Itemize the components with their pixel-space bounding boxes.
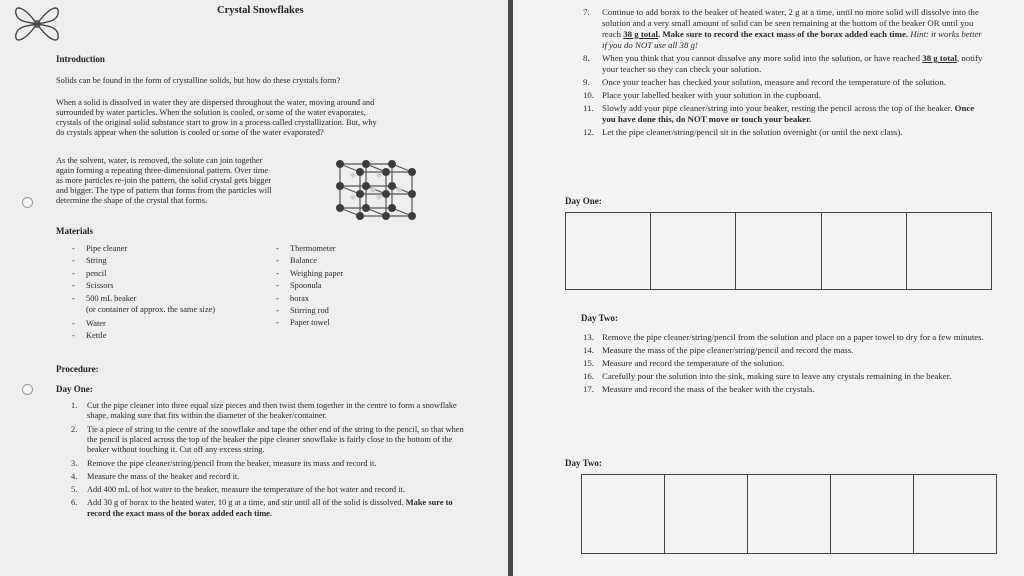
- list-item: 4. Measure the mass of the beaker and record it.: [71, 471, 240, 481]
- material-item: - Paper towel: [276, 317, 343, 329]
- day-one-steps: [71, 401, 466, 522]
- list-item: 11. Slowly add your pipe cleaner/string into your beaker, resting the pencil across the top of the beaker. Once you have done this, do NOT move or touch your beaker.: [583, 103, 975, 124]
- intro-heading: Introduction: [56, 54, 105, 64]
- materials-list-1: [72, 243, 136, 305]
- list-item: 5. Add 400 mL of hot water to the beaker, measure the temperature of the hot water and record it.: [71, 485, 405, 495]
- table-cell: [566, 213, 651, 289]
- material-item: - borax: [276, 293, 343, 305]
- snowflake-logo-icon: [6, 0, 68, 48]
- materials-note: (or container of approx. the same size): [86, 305, 216, 314]
- material-item: - String: [72, 255, 136, 267]
- materials-list-1b: [72, 318, 106, 343]
- list-item: 1. Cut the pipe cleaner into three equal size pieces and then twist them together in the centre to form a snowflake shape, making sure that fits within the diameter of the beaker/container.: [71, 401, 457, 421]
- intro-para2-line3: as more particles re-join the pattern, the solid crystal gets bigger: [56, 176, 272, 185]
- list-item: 9. Once your teacher has checked your solution, measure and record the temperature of the solution.: [583, 77, 946, 87]
- intro-para2-line4: and bigger. The type of pattern that forms from the particles will: [56, 186, 272, 195]
- day-one-table-label: Day One:: [565, 196, 602, 206]
- day-two-steps: [583, 332, 995, 397]
- material-item: - Stirring rod: [276, 305, 343, 317]
- material-item: - Thermometer: [276, 243, 343, 255]
- table-cell: [914, 475, 996, 553]
- crystal-lattice-icon: [334, 150, 418, 230]
- right-page: [513, 0, 1024, 576]
- day-two-table-label: Day Two:: [565, 458, 602, 468]
- intro-para2-line1: As the solvent, water, is removed, the solute can join together: [56, 156, 263, 165]
- table-cell: [831, 475, 914, 553]
- material-item: - Kettle: [72, 330, 106, 342]
- list-item: 10. Place your labelled beaker with your solution in the cupboard.: [583, 90, 821, 100]
- day-one-steps-continued: [583, 7, 987, 140]
- table-cell: [822, 213, 907, 289]
- day-one-heading: Day One:: [56, 384, 93, 394]
- materials-heading: Materials: [56, 226, 93, 236]
- material-item: - pencil: [72, 268, 136, 280]
- page-title: Crystal Snowflakes: [217, 5, 304, 16]
- list-item: 8. When you think that you cannot dissolve any more solid into the solution, or have reached 38 g total, notify your teacher so they can check your solution.: [583, 53, 983, 74]
- day-two-heading: Day Two:: [581, 313, 618, 323]
- binder-hole-icon: [22, 384, 33, 395]
- day-two-data-table: [581, 474, 997, 554]
- intro-question: Solids can be found in the form of crystalline solids, but how do these crystals form?: [56, 76, 341, 85]
- intro-para1-line3: crystals of the original solid substance start to grow in a process called crystallization. But, why: [56, 118, 377, 127]
- list-item: 17. Measure and record the mass of the beaker with the crystals.: [583, 384, 815, 394]
- intro-para1-line4: do crystals appear when the solution is cooled or some of the water evaporated?: [56, 128, 324, 137]
- intro-para1-line1: When a solid is dissolved in water they are dispersed throughout the water, moving around and: [56, 98, 375, 107]
- material-item: - Pipe cleaner: [72, 243, 136, 255]
- intro-para2-line2: again forming a repeating three-dimensional pattern. Over time: [56, 166, 269, 175]
- material-item: - Weighing paper: [276, 268, 343, 280]
- materials-list-2: [276, 243, 343, 330]
- list-item: 2. Tie a piece of string to the centre of the snowflake and tape the other end of the string to the pencil, so that when the pencil is placed across the top of the beaker the pipe cleaner snowflake is fairly close to the bottom of the beaker without touching it. Cut off any excess string.: [71, 424, 464, 455]
- table-cell: [651, 213, 736, 289]
- material-item: - Spoonula: [276, 280, 343, 292]
- list-item: 13. Remove the pipe cleaner/string/pencil from the solution and place on a paper towel to dry for a few minutes.: [583, 332, 984, 342]
- list-item: 7. Continue to add borax to the beaker of heated water, 2 g at a time, until no more solid will dissolve into the solution and a very small amount of solid can be seen remaining at the bottom of the beaker OR until you reach 38 g total. Make sure to record the exact mass of the borax added each time. Hint: it works better if you do NOT use all 38 g!: [583, 7, 982, 50]
- day-one-data-table: [565, 212, 992, 290]
- list-item: 12. Let the pipe cleaner/string/pencil sit in the solution overnight (or until the next class).: [583, 127, 903, 137]
- table-cell: [748, 475, 831, 553]
- list-item: 6. Add 30 g of borax to the heated water, 10 g at a time, and stir until all of the solid is dissolved. Make sure to record the exact mass of the borax added each time.: [71, 498, 453, 518]
- procedure-heading: Procedure:: [56, 364, 99, 374]
- material-item: - Water: [72, 318, 106, 330]
- binder-hole-icon: [22, 197, 33, 208]
- list-item: 15. Measure and record the temperature of the solution.: [583, 358, 785, 368]
- table-cell: [665, 475, 748, 553]
- table-cell: [582, 475, 665, 553]
- material-item: - 500 mL beaker: [72, 293, 136, 305]
- list-item: 14. Measure the mass of the pipe cleaner/string/pencil and record the mass.: [583, 345, 854, 355]
- intro-para1-line2: surrounded by water particles. When the solution is cooled, or some of the water evaporates,: [56, 108, 366, 117]
- left-page: [0, 0, 508, 576]
- material-item: - Balance: [276, 255, 343, 267]
- table-cell: [736, 213, 821, 289]
- list-item: 16. Carefully pour the solution into the sink, making sure to leave any crystals remaining in the beaker.: [583, 371, 952, 381]
- table-cell: [907, 213, 991, 289]
- intro-para2-line5: determine the shape of the crystal that forms.: [56, 196, 208, 205]
- list-item: 3. Remove the pipe cleaner/string/pencil from the beaker, measure its mass and record it.: [71, 458, 377, 468]
- material-item: - Scissors: [72, 280, 136, 292]
